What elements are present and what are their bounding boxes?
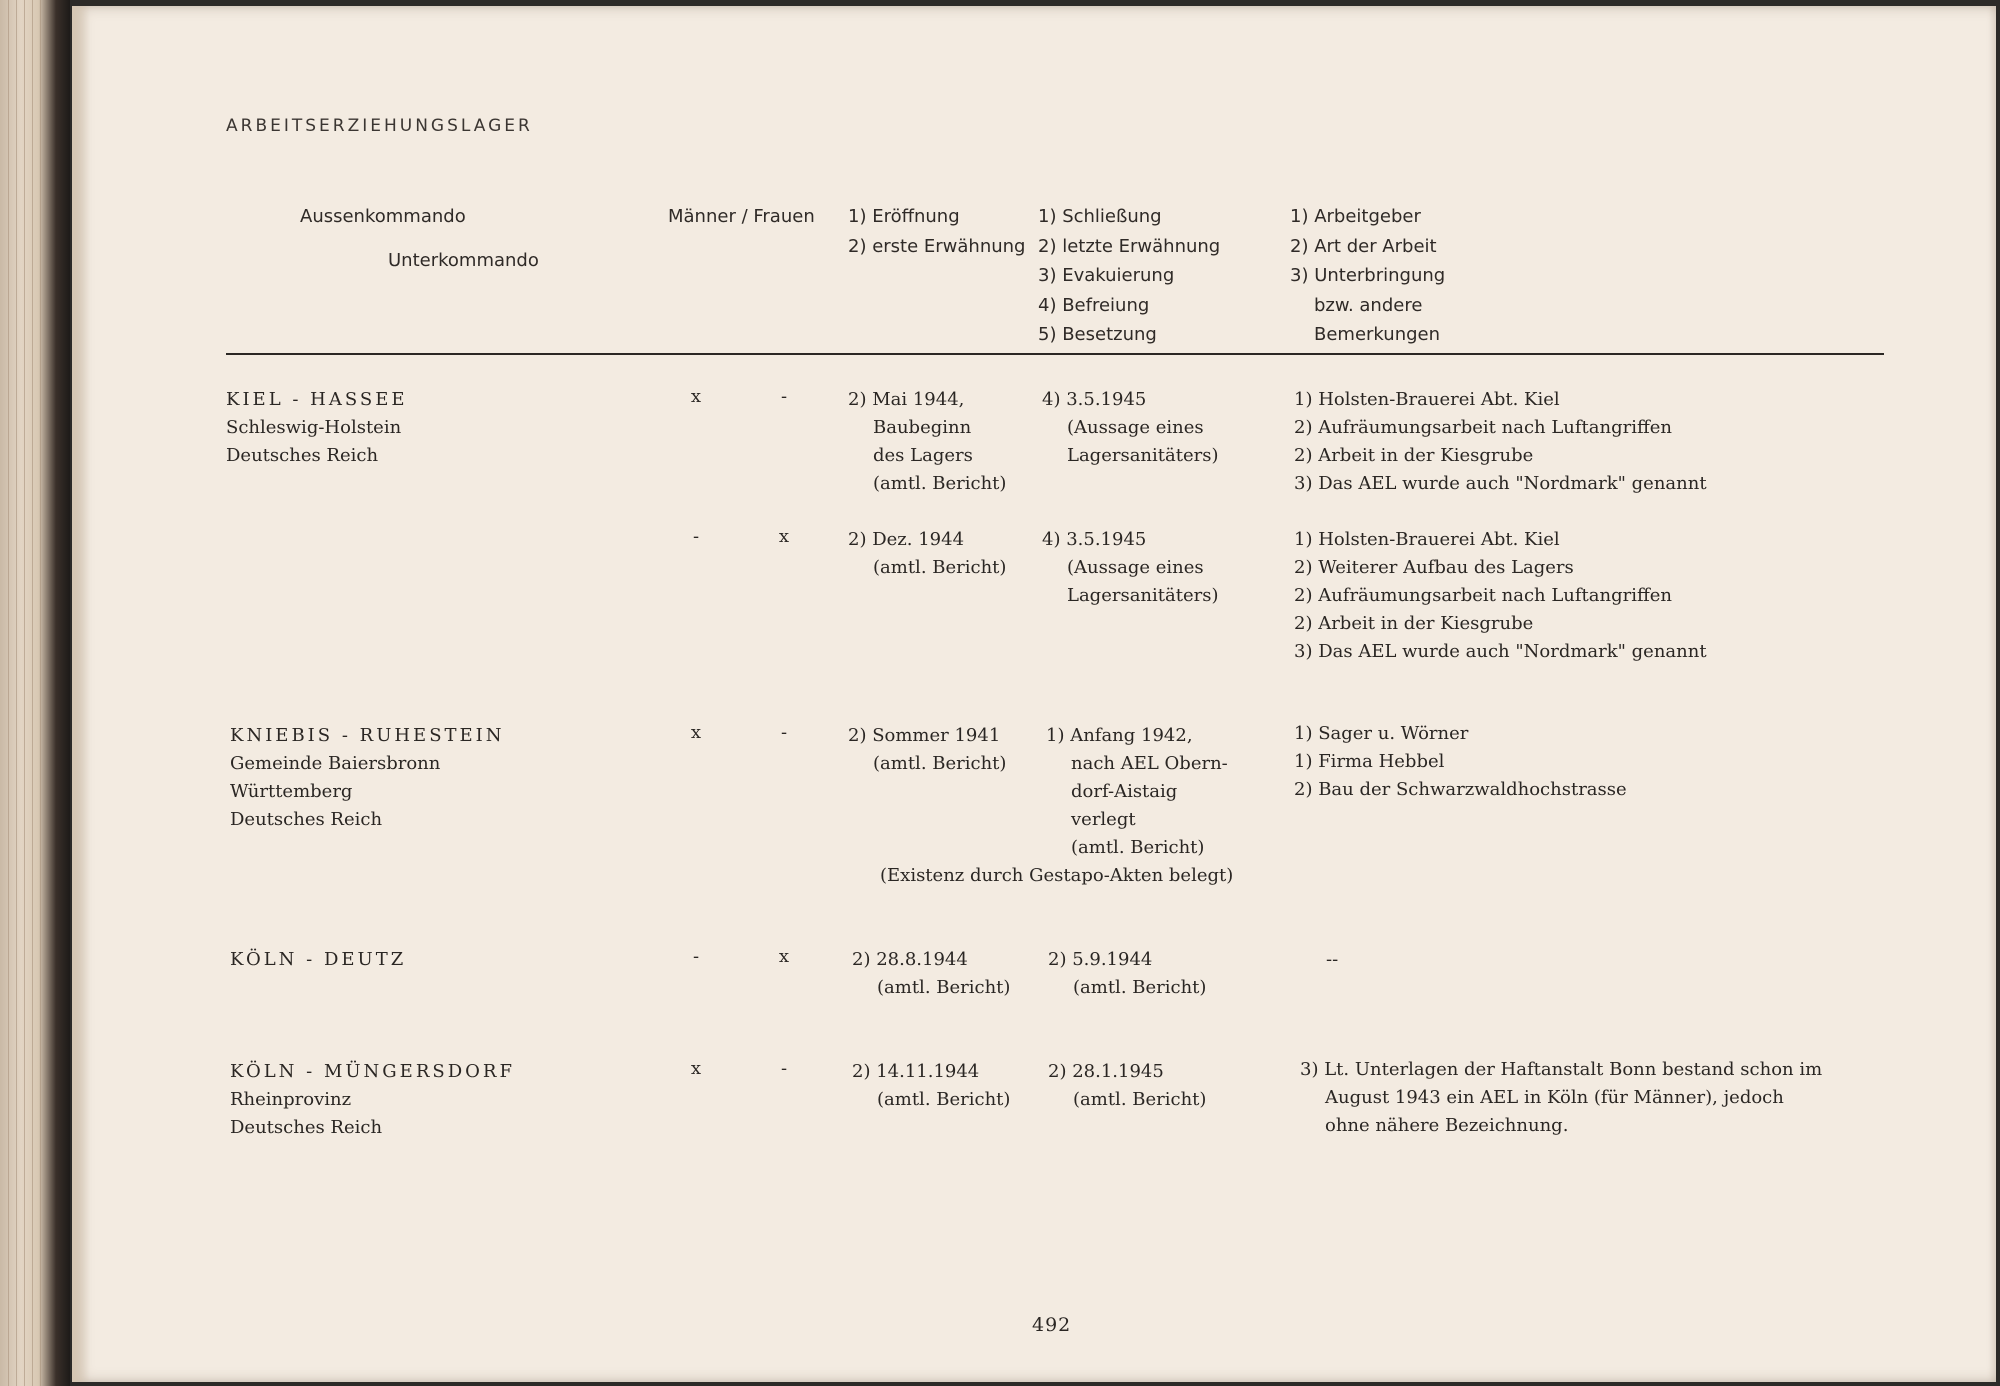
women-mark: - bbox=[780, 1058, 788, 1079]
header-closing-line: 5) Besetzung bbox=[1038, 324, 1157, 345]
document-page bbox=[72, 6, 1996, 1382]
location-line: Deutsches Reich bbox=[230, 809, 383, 830]
remarks-line: ohne nähere Bezeichnung. bbox=[1325, 1115, 1569, 1136]
opening-line: (amtl. Bericht) bbox=[873, 473, 1007, 494]
header-employer-line: 3) Unterbringung bbox=[1290, 265, 1446, 286]
remarks-line: 2) Bau der Schwarzwaldhochstrasse bbox=[1294, 779, 1627, 800]
page-edge-line bbox=[32, 0, 33, 1386]
header-opening-line: 2) erste Erwähnung bbox=[848, 235, 1026, 257]
header-employer-line: Bemerkungen bbox=[1314, 324, 1441, 345]
header-employer bbox=[1290, 202, 1445, 350]
men-mark: - bbox=[692, 526, 700, 547]
header-closing-line: 4) Befreiung bbox=[1038, 294, 1150, 316]
closing-line: verlegt bbox=[1071, 809, 1136, 830]
remarks-line: 3) Lt. Unterlagen der Haftanstalt Bonn bestand schon im bbox=[1300, 1059, 1823, 1080]
remarks-line: 1) Holsten-Brauerei Abt. Kiel bbox=[1294, 529, 1560, 550]
entry-opening bbox=[848, 386, 1006, 498]
women-mark: x bbox=[778, 526, 790, 547]
opening-line: (amtl. Bericht) bbox=[877, 1089, 1011, 1110]
closing-line: 1) Anfang 1942, bbox=[1046, 725, 1193, 746]
closing-line: Lagersanitäters) bbox=[1067, 585, 1219, 606]
header-closing-line: 3) Evakuierung bbox=[1038, 265, 1175, 286]
remarks-line: 2) Aufräumungsarbeit nach Luftangriffen bbox=[1294, 417, 1673, 438]
opening-line: 2) 14.11.1944 bbox=[852, 1061, 980, 1082]
women-mark: x bbox=[778, 946, 790, 967]
book-edge bbox=[0, 0, 70, 1386]
header-closing-line: 2) letzte Erwähnung bbox=[1038, 235, 1221, 257]
location-line: Schleswig-Holstein bbox=[226, 417, 402, 438]
closing-line: (amtl. Bericht) bbox=[1073, 1089, 1207, 1110]
opening-line: 2) Dez. 1944 bbox=[848, 529, 965, 550]
closing-line: (Aussage eines bbox=[1067, 417, 1204, 438]
entry-closing bbox=[1042, 386, 1219, 470]
remarks-line: 1) Holsten-Brauerei Abt. Kiel bbox=[1294, 389, 1560, 410]
remarks-line: 3) Das AEL wurde auch "Nordmark" genannt bbox=[1294, 641, 1707, 662]
header-unterkommando: Unterkommando bbox=[388, 250, 539, 271]
header-aussenkommando: Aussenkommando bbox=[300, 206, 466, 227]
closing-line: 4) 3.5.1945 bbox=[1042, 389, 1147, 410]
closing-note: (Existenz durch Gestapo-Akten belegt) bbox=[880, 865, 1234, 886]
remarks-line: 2) Arbeit in der Kiesgrube bbox=[1294, 445, 1534, 466]
opening-line: (amtl. Bericht) bbox=[877, 977, 1011, 998]
closing-line: nach AEL Obern- bbox=[1071, 753, 1228, 774]
header-employer-line: 2) Art der Arbeit bbox=[1290, 235, 1437, 257]
opening-line: (amtl. Bericht) bbox=[873, 557, 1007, 578]
opening-line: Baubeginn bbox=[873, 417, 972, 438]
entry-closing bbox=[1048, 946, 1206, 1002]
women-mark: - bbox=[780, 386, 788, 407]
remarks-line: August 1943 ein AEL in Köln (für Männer), jedoch bbox=[1325, 1087, 1784, 1108]
remarks-line: 2) Weiterer Aufbau des Lagers bbox=[1294, 557, 1574, 578]
closing-line: (amtl. Bericht) bbox=[1071, 837, 1205, 858]
header-opening bbox=[848, 202, 1026, 261]
entry-remarks bbox=[1294, 720, 1627, 804]
remarks-line: 2) Arbeit in der Kiesgrube bbox=[1294, 613, 1534, 634]
page-gutter-shadow bbox=[72, 6, 90, 1382]
entry-location bbox=[230, 946, 406, 974]
location-name: KIEL - HASSEE bbox=[226, 389, 408, 410]
entry-remarks bbox=[1294, 526, 1707, 666]
location-line: Deutsches Reich bbox=[230, 1117, 383, 1138]
location-name: KÖLN - MÜNGERSDORF bbox=[230, 1061, 515, 1082]
men-mark: x bbox=[690, 386, 702, 407]
entry-closing bbox=[1042, 526, 1219, 610]
closing-line: 4) 3.5.1945 bbox=[1042, 529, 1147, 550]
header-maenner-frauen: Männer / Frauen bbox=[668, 206, 815, 227]
men-mark: x bbox=[690, 722, 702, 743]
men-mark: x bbox=[690, 1058, 702, 1079]
opening-line: 2) Mai 1944, bbox=[848, 389, 965, 410]
remarks-line: 1) Sager u. Wörner bbox=[1294, 723, 1469, 744]
closing-line: 2) 28.1.1945 bbox=[1048, 1061, 1164, 1082]
closing-line: (Aussage eines bbox=[1067, 557, 1204, 578]
entry-opening bbox=[848, 526, 1006, 582]
remarks-line: 2) Aufräumungsarbeit nach Luftangriffen bbox=[1294, 585, 1673, 606]
page-edge-line bbox=[8, 0, 9, 1386]
location-line: Deutsches Reich bbox=[226, 445, 379, 466]
location-line: Gemeinde Baiersbronn bbox=[230, 753, 441, 774]
header-rule bbox=[226, 353, 1884, 355]
closing-line: dorf-Aistaig bbox=[1071, 781, 1178, 802]
header-employer-line: 1) Arbeitgeber bbox=[1290, 206, 1421, 227]
women-mark: - bbox=[780, 722, 788, 743]
closing-line: (amtl. Bericht) bbox=[1073, 977, 1207, 998]
location-line: Württemberg bbox=[230, 781, 353, 802]
header-employer-line: bzw. andere bbox=[1314, 294, 1423, 316]
opening-line: (amtl. Bericht) bbox=[873, 753, 1007, 774]
page-edge-line bbox=[24, 0, 25, 1386]
remarks-line: -- bbox=[1326, 949, 1339, 970]
remarks-line: 1) Firma Hebbel bbox=[1294, 751, 1445, 772]
opening-line: des Lagers bbox=[873, 445, 973, 466]
entry-location bbox=[226, 386, 408, 470]
entry-location bbox=[230, 1058, 515, 1142]
page-edge-line bbox=[40, 0, 41, 1386]
entry-remarks bbox=[1326, 946, 1338, 974]
entry-remarks bbox=[1300, 1056, 1822, 1140]
opening-line: 2) Sommer 1941 bbox=[848, 725, 1001, 746]
header-opening-line: 1) Eröffnung bbox=[848, 206, 960, 227]
opening-line: 2) 28.8.1944 bbox=[852, 949, 968, 970]
location-line: Rheinprovinz bbox=[230, 1089, 352, 1110]
entry-remarks bbox=[1294, 386, 1707, 498]
entry-opening bbox=[852, 1058, 1010, 1114]
entry-location bbox=[230, 722, 505, 834]
remarks-line: 3) Das AEL wurde auch "Nordmark" genannt bbox=[1294, 473, 1707, 494]
entry-closing bbox=[1048, 1058, 1206, 1114]
header-closing-line: 1) Schließung bbox=[1038, 206, 1162, 227]
page-number: 492 bbox=[1032, 1314, 1072, 1336]
closing-line: 2) 5.9.1944 bbox=[1048, 949, 1153, 970]
entry-opening bbox=[852, 946, 1010, 1002]
men-mark: - bbox=[692, 946, 700, 967]
location-name: KÖLN - DEUTZ bbox=[230, 949, 407, 970]
closing-line: Lagersanitäters) bbox=[1067, 445, 1219, 466]
header-closing bbox=[1038, 202, 1220, 350]
entry-opening bbox=[848, 722, 1006, 778]
running-head: ARBEITSERZIEHUNGSLAGER bbox=[226, 116, 533, 136]
location-name: KNIEBIS - RUHESTEIN bbox=[230, 725, 505, 746]
entry-closing bbox=[1046, 722, 1228, 862]
page-edge-line bbox=[16, 0, 17, 1386]
